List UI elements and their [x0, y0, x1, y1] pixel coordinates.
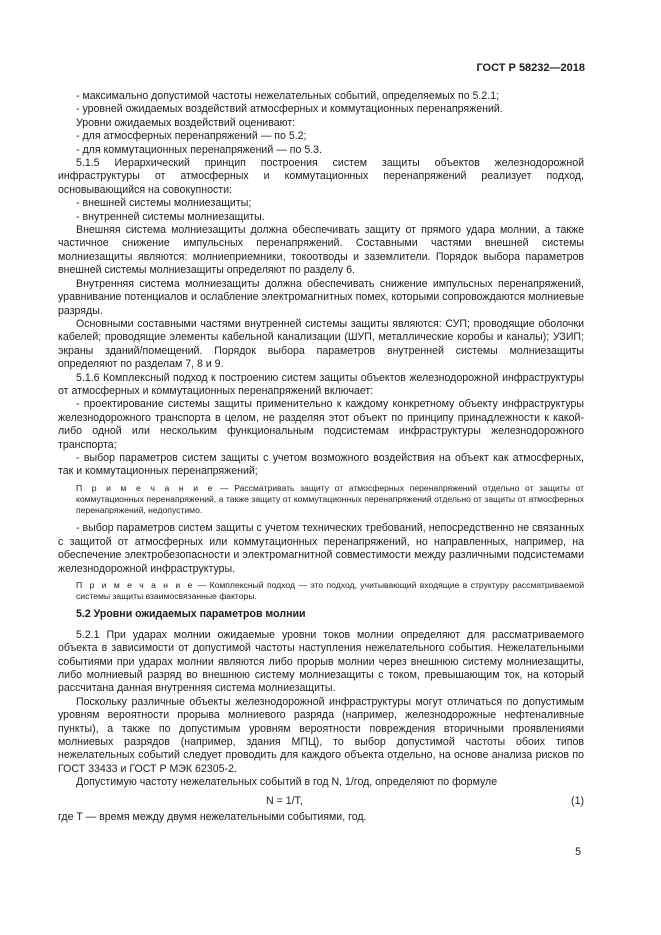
- list-item: - выбор параметров систем защиты с учетом технических требований, непосредственно не связанных с защитой от атмосферных или коммутационных перенапряжений, но направленных, например, на обеспечение электробезопасности и электромагнитной совместимости между различными подсистемами железнодорожной инфраструктуры.: [58, 522, 584, 575]
- list-item: - внутренней системы молниезащиты.: [76, 210, 265, 223]
- list-item: - уровней ожидаемых воздействий атмосферных и коммутационных перенапряжений.: [76, 103, 503, 116]
- list-item: - проектирование системы защиты применительно к каждому конкретному объекту инфраструктуры железнодорожного транспорта в целом, не разделяя этот объект по принципу принадлежности к какой-либо одной или нескольким функциональным подсистемам инфраструктуры железнодорожного транспорта;: [58, 398, 584, 451]
- formula: [76, 793, 584, 811]
- clause-5-1-5: 5.1.5 Иерархический принцип построения систем защиты объектов железнодорожной инфраструктуры от атмосферных и коммутационных перенапряжений реализует подход, основывающийся на совокупности:: [58, 157, 584, 196]
- note-text: — Комплексный подход — это подход, учитывающий входящие в структуру рассматриваемой системы защиты взаимосвязанные факторы.: [76, 580, 585, 602]
- paragraph: Основными составными частями внутренней системы защиты являются: СУП; проводящие оболочки кабелей; проводящие элементы кабельной канализации (ШУП, металлические коробы и каналы); УЗИП; экраны зданий/помещений. Порядок выбора параметров внутренней системы молниезащиты определяют по разделам 7, 8 и 9.: [58, 317, 584, 371]
- formula-number: (1): [571, 794, 584, 807]
- paragraph: Уровни ожидаемых воздействий оценивают:: [76, 116, 296, 129]
- page-number: 5: [575, 846, 581, 858]
- note-2: [76, 580, 584, 602]
- clause-5-2-1: 5.2.1 При ударах молнии ожидаемые уровни токов молнии определяют для рассматриваемого объекта в зависимости от допустимой частоты наступления нежелательного события. Нежелательными событиями при ударах молнии являются либо прорыв молнии через внешнюю систему молниезащиты, либо молниевый разряд во внешнюю систему молниезащиты с током, превышающим ток, на который рассчитана данная внутренняя система молниезащиты.: [58, 628, 584, 695]
- paragraph: Допустимую частоту нежелательных событий в год N, 1/год, определяют по формуле: [76, 776, 498, 789]
- page-content: [58, 90, 585, 824]
- note-1: [76, 483, 584, 517]
- paragraph: Внутренняя система молниезащиты должна обеспечивать снижение импульсных перенапряжений, уравнивание потенциалов и ослабление электромагнитных помех, которыми сопровождаются молниевые разряды.: [58, 277, 584, 317]
- note-text: — Рассматривать защиту от атмосферных перенапряжений отдельно от защиты от коммутационных перенапряжений, а также защиту от коммутационных перенапряжений отдельно от защиты от атмосферных перенапряжений, недопустимо.: [76, 482, 584, 516]
- formula-expression: N = 1/T,: [266, 794, 303, 807]
- list-item: - максимально допустимой частоты нежелательных событий, определяемых по 5.2.1;: [76, 90, 500, 102]
- list-item: - для коммутационных перенапряжений — по 5.3.: [76, 143, 322, 156]
- note-label: П р и м е ч а н и е: [76, 580, 195, 591]
- paragraph: Внешняя система молниезащиты должна обеспечивать защиту от прямого удара молнии, а также частичное снижение импульсных перенапряжений. Составными частями внешней системы молниезащиты являются: молниеприемники, токоотводы и заземлители. Порядок выбора параметров внешней системы молниезащиты определяют по разделу 6.: [58, 224, 584, 277]
- formula-where: где T — время между двумя нежелательными событиями, год.: [58, 810, 367, 823]
- paragraph: Поскольку различные объекты железнодорожной инфраструктуры могут отличаться по допустимым уровням вероятности прорыва молниевого разряда (например, железнодорожные нефтеналивные пункты), а также по допустимым уровням вероятности повреждения вторичными проявлениями молниевых разрядов (например, здания МПЦ), то выбор допустимой частоты обоих типов нежелательных событий следует проводить для каждого объекта отдельно, на основе анализа рисков по ГОСТ 33433 и ГОСТ Р МЭК 62305-2.: [58, 695, 584, 775]
- list-item: - внешней системы молниезащиты;: [76, 197, 252, 210]
- list-item: - для атмосферных перенапряжений — по 5.2;: [76, 130, 307, 143]
- standard-header: ГОСТ Р 58232—2018: [476, 62, 585, 74]
- clause-5-1-6: 5.1.6 Комплексный подход к построению систем защиты объектов железнодорожной инфраструктуры от атмосферных и коммутационных перенапряжений включает:: [58, 371, 584, 397]
- note-label: П р и м е ч а н и е: [76, 482, 215, 493]
- section-title: 5.2 Уровни ожидаемых параметров молнии: [76, 608, 306, 621]
- list-item: - выбор параметров систем защиты с учетом возможного воздействия на объект как атмосферных, так и коммутационных перенапряжений;: [58, 451, 584, 478]
